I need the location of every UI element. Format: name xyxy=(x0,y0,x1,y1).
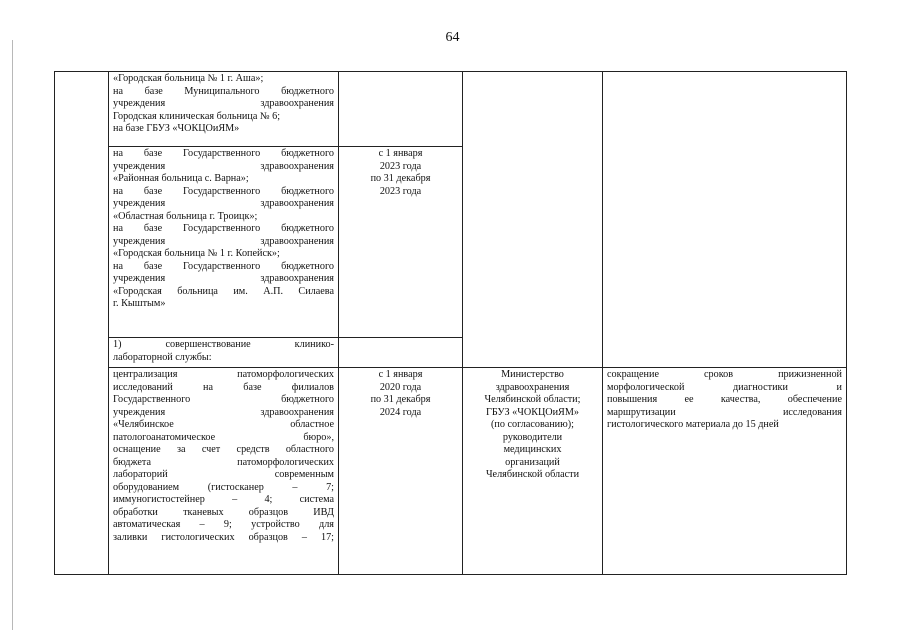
text-line: с 1 января xyxy=(378,148,423,159)
text-line: учреждения здравоохранения xyxy=(113,98,334,109)
number-cell xyxy=(55,72,109,575)
text-line: учреждения здравоохранения xyxy=(113,235,334,247)
activity-cell xyxy=(109,338,339,368)
text-line: «Городская больница им. А.П. Силаева xyxy=(113,285,334,297)
text-line: Государственного бюджетного xyxy=(113,394,334,405)
text-line: морфологической диагностики и xyxy=(607,381,842,393)
text-line: руководители xyxy=(502,431,563,443)
table-row xyxy=(55,368,847,575)
text-line: учреждения здравоохранения xyxy=(113,406,334,418)
responsible-cell xyxy=(463,72,603,368)
text-line: иммуногистостейнер – 4; система xyxy=(113,494,334,505)
activity-cell xyxy=(109,147,339,338)
text-line: на базе Государственного бюджетного xyxy=(113,223,334,234)
text-line: исследований на базе филиалов xyxy=(113,381,334,393)
text-line: гистологического материала до 15 дней xyxy=(607,419,779,430)
text-line: «Областная больница г. Троицк»; xyxy=(113,210,258,222)
text-line: лабораторной службы: xyxy=(113,351,212,363)
text-line: лабораторий современным xyxy=(113,469,334,480)
responsible-cell xyxy=(463,368,603,575)
text-line: учреждения здравоохранения xyxy=(113,160,334,172)
text-line: организаций xyxy=(505,456,560,468)
period-cell xyxy=(339,147,463,338)
text-line: «Городская больница № 1 г. Аша»; xyxy=(113,73,264,84)
text-line: на базе ГБУЗ «ЧОКЦОиЯМ» xyxy=(113,123,240,134)
period-cell xyxy=(339,368,463,575)
result-cell xyxy=(603,72,847,368)
text-line: централизация патоморфологических xyxy=(113,369,334,380)
text-line: 2024 года xyxy=(379,406,422,418)
text-line: (по согласованию); xyxy=(491,419,574,430)
text-line: Челябинской области; xyxy=(484,394,581,405)
text-line: г. Кыштым» xyxy=(113,298,166,309)
text-line: заливки гистологических образцов – 17; xyxy=(113,531,334,543)
table-row xyxy=(55,72,847,147)
text-line: медицинских xyxy=(503,444,562,455)
text-line: 1) совершенствование клинико- xyxy=(113,339,334,350)
text-line: бюджета патоморфологических xyxy=(113,456,334,468)
text-line: оснащение за счет средств областного xyxy=(113,444,334,455)
text-line: на базе Государственного бюджетного xyxy=(113,260,334,272)
text-line: учреждения здравоохранения xyxy=(113,273,334,284)
activity-cell xyxy=(109,72,339,147)
text-line: «Городская больница № 1 г. Копейск»; xyxy=(113,248,280,259)
text-line: по 31 декабря xyxy=(370,173,431,184)
text-line: автоматическая – 9; устройство для xyxy=(113,519,334,530)
text-line: по 31 декабря xyxy=(370,394,431,405)
text-line: обработки тканевых образцов ИВД xyxy=(113,506,334,518)
text-line: оборудованием (гистосканер – 7; xyxy=(113,481,334,493)
page-left-edge xyxy=(12,40,13,630)
text-line: патологоанатомическое бюро», xyxy=(113,431,334,443)
text-line: 2023 года xyxy=(379,185,422,197)
activity-cell xyxy=(109,368,339,575)
page-number: 64 xyxy=(445,30,460,45)
text-line: учреждения здравоохранения xyxy=(113,198,334,209)
text-line: сокращение сроков прижизненной xyxy=(607,369,842,380)
text-line: Министерство xyxy=(501,369,564,380)
text-line: на базе Государственного бюджетного xyxy=(113,148,334,159)
text-line: 2023 года xyxy=(379,160,422,172)
text-line: ГБУЗ «ЧОКЦОиЯМ» xyxy=(486,406,579,418)
result-cell xyxy=(603,368,847,575)
text-line: Городская клиническая больница № 6; xyxy=(113,110,281,122)
text-line: Челябинской области xyxy=(485,469,580,480)
period-cell xyxy=(339,72,463,147)
text-line: здравоохранения xyxy=(495,381,570,393)
text-line: повышения ее качества, обеспечение xyxy=(607,394,842,405)
text-line: «Районная больница с. Варна»; xyxy=(113,173,249,184)
text-line: на базе Государственного бюджетного xyxy=(113,185,334,197)
text-line: маршрутизации исследования xyxy=(607,406,842,418)
text-line: 2020 года xyxy=(379,381,422,393)
text-line: «Челябинское областное xyxy=(113,419,334,430)
program-table xyxy=(54,71,847,575)
text-line: с 1 января xyxy=(378,369,423,380)
text-line: на базе Муниципального бюджетного xyxy=(113,85,334,97)
period-cell xyxy=(339,338,463,368)
